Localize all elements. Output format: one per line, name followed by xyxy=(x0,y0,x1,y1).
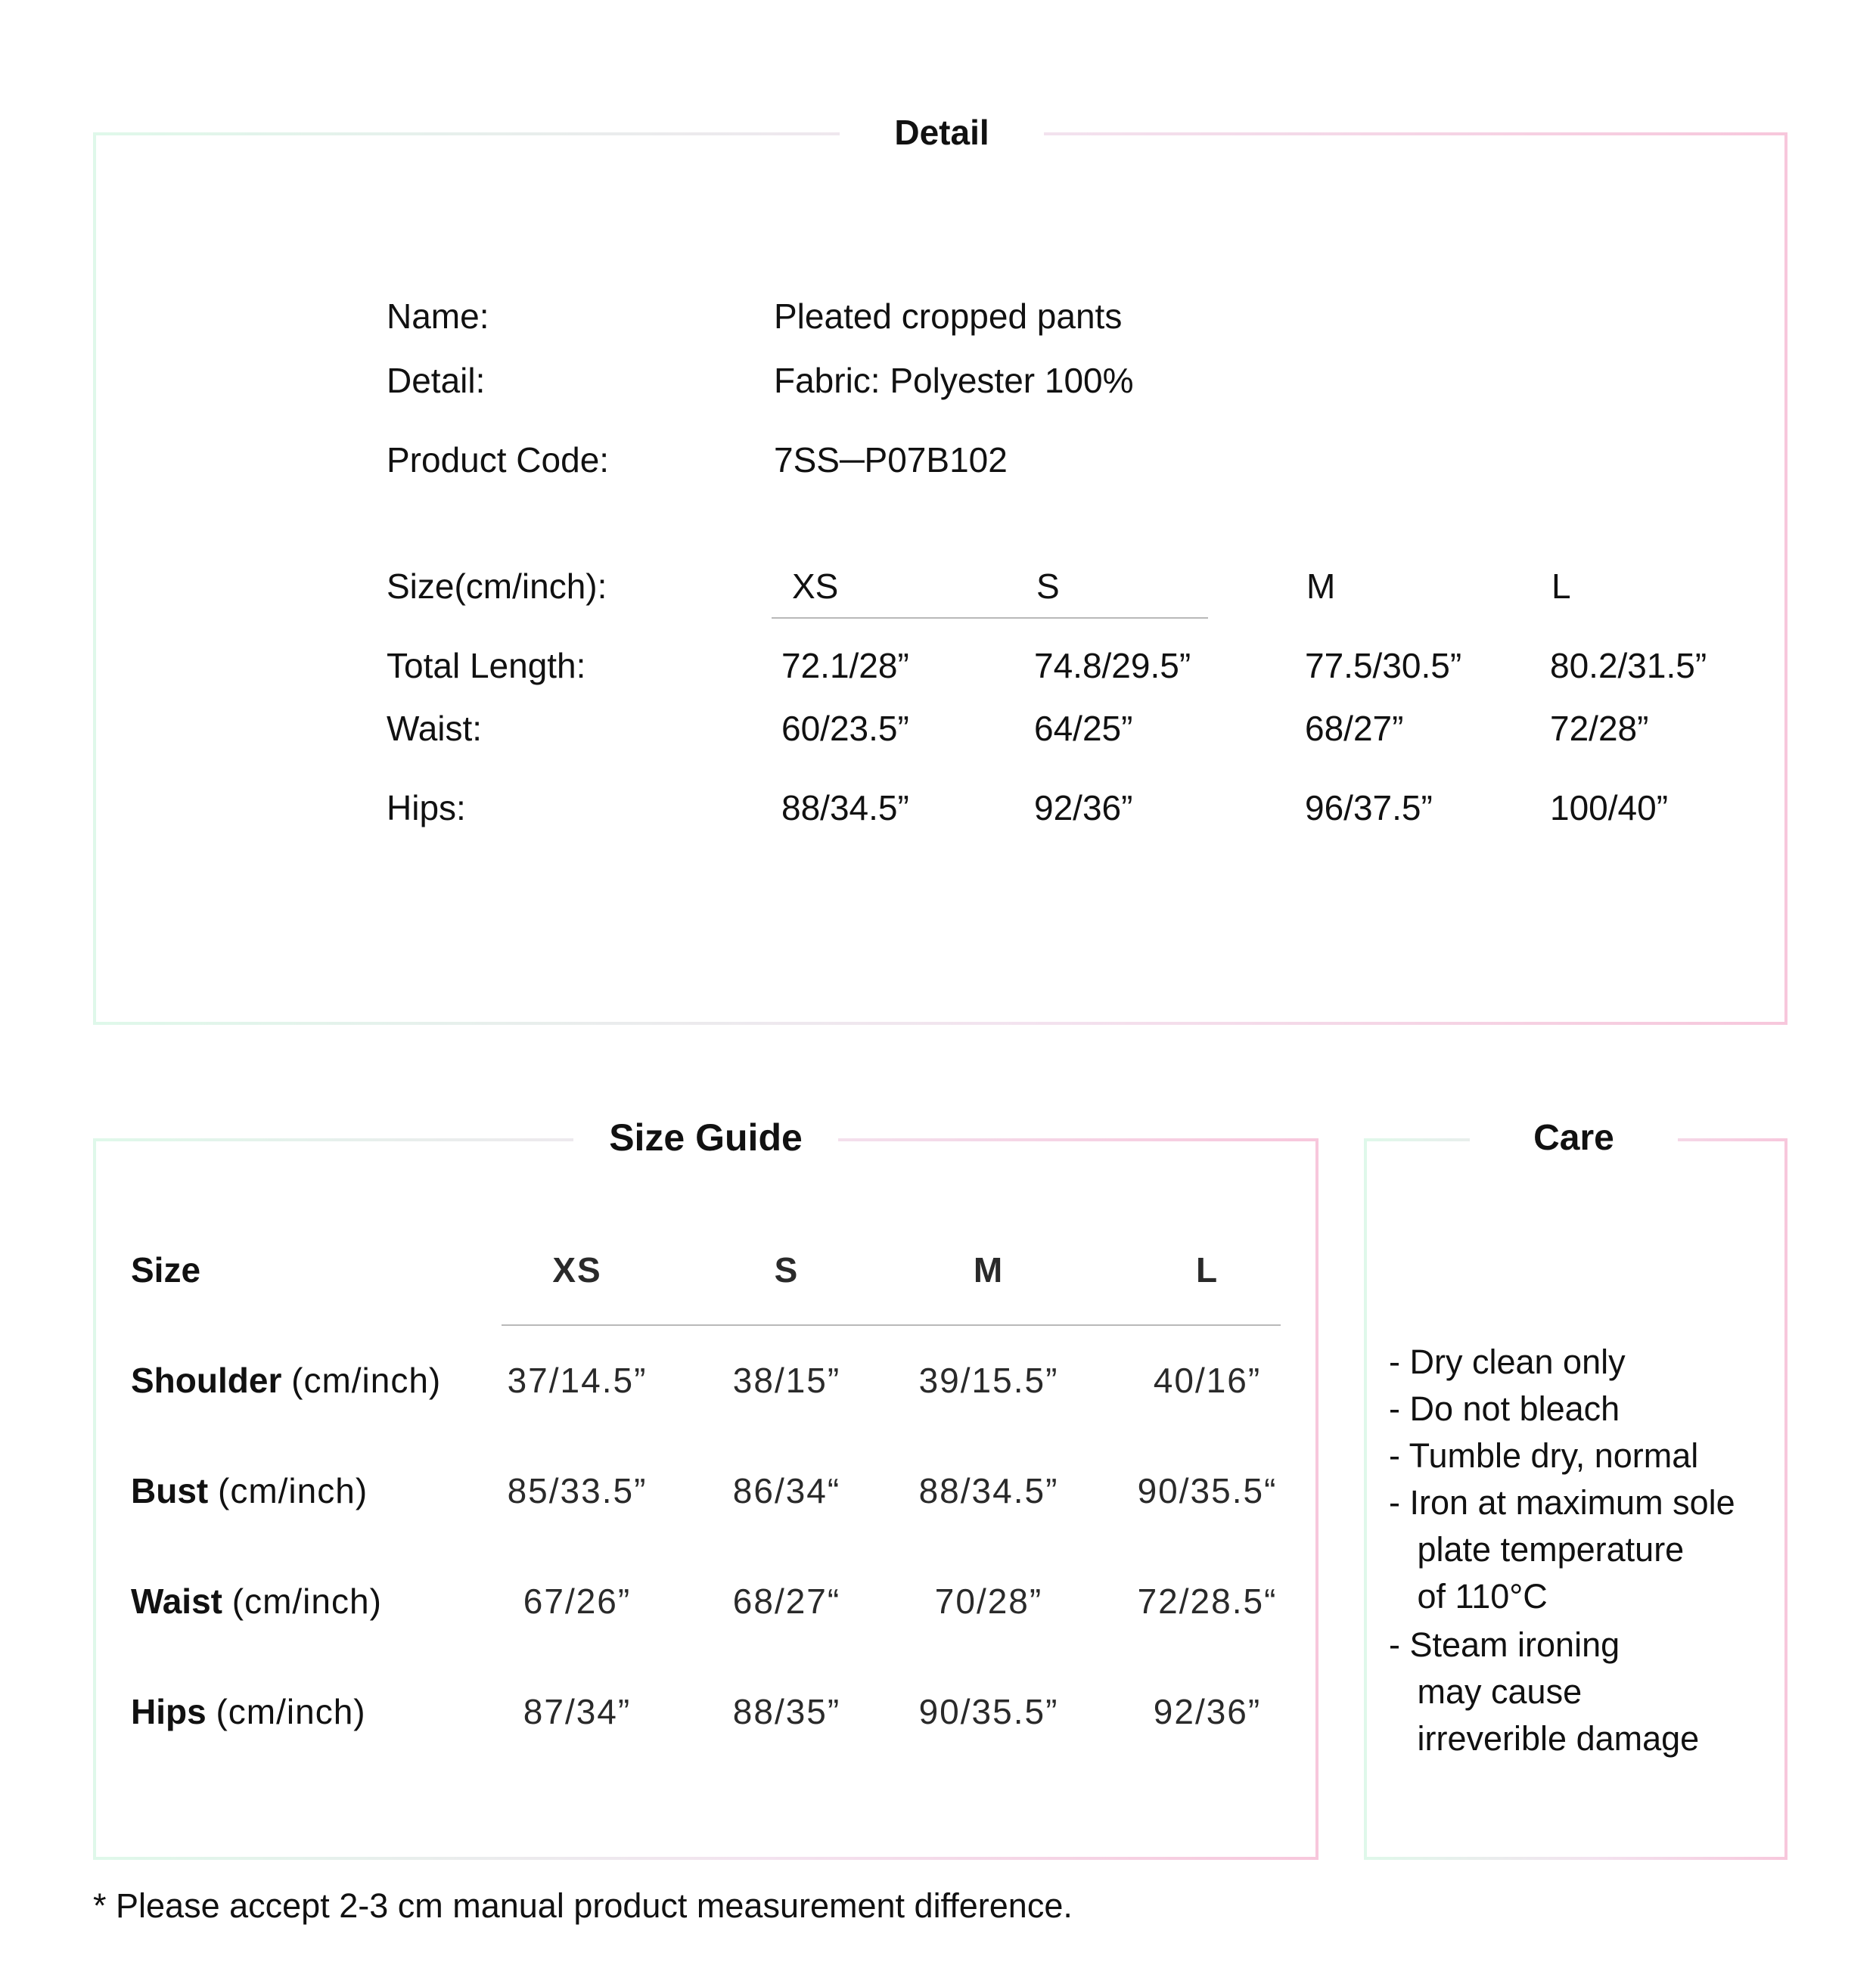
detail-label: Detail: xyxy=(387,361,486,400)
detail-panel xyxy=(93,113,1787,1025)
size-guide-header-xs: XS xyxy=(552,1250,602,1290)
care-line-9: irreverible damage xyxy=(1389,1719,1700,1758)
detail-title: Detail xyxy=(840,108,1044,157)
bust-m: 88/34.5” xyxy=(918,1471,1059,1510)
measurement-note: * Please accept 2-3 cm manual product measurement difference. xyxy=(93,1886,1073,1925)
bust-xs: 85/33.5” xyxy=(507,1471,648,1510)
sg-waist-m: 70/28” xyxy=(934,1582,1043,1621)
hips-label: Hips: xyxy=(387,788,466,827)
care-line-2: - Do not bleach xyxy=(1389,1389,1620,1428)
size-guide-header-l: L xyxy=(1195,1250,1219,1290)
sg-hips-m: 90/35.5” xyxy=(918,1692,1059,1731)
hips-row-label xyxy=(131,1690,366,1733)
shoulder-row-label xyxy=(131,1359,441,1402)
size-header-divider xyxy=(772,617,1208,619)
size-header-l: L xyxy=(1551,567,1571,606)
sg-waist-xs: 67/26” xyxy=(523,1582,632,1621)
sg-hips-xs: 87/34” xyxy=(523,1692,632,1731)
waist-s: 64/25” xyxy=(1034,709,1133,748)
care-line-3: - Tumble dry, normal xyxy=(1389,1436,1699,1475)
hips-m: 96/37.5” xyxy=(1305,788,1433,827)
care-line-6: of 110°C xyxy=(1389,1577,1548,1616)
size-guide-header-label: Size xyxy=(131,1250,201,1290)
detail-border xyxy=(93,132,1787,1025)
name-value: Pleated cropped pants xyxy=(774,296,1123,336)
shoulder-m: 39/15.5” xyxy=(918,1361,1059,1400)
total-length-label: Total Length: xyxy=(387,646,586,685)
size-header-s: S xyxy=(1036,567,1060,606)
size-guide-title: Size Guide xyxy=(573,1111,838,1164)
total-length-xs: 72.1/28” xyxy=(781,646,909,685)
total-length-s: 74.8/29.5” xyxy=(1034,646,1191,685)
size-header-m: M xyxy=(1306,567,1336,606)
shoulder-name: Shoulder xyxy=(131,1361,282,1400)
care-panel xyxy=(1364,1118,1787,1860)
total-length-l: 80.2/31.5” xyxy=(1550,646,1707,685)
size-guide-header-m: M xyxy=(973,1250,1005,1290)
sg-waist-l: 72/28.5“ xyxy=(1137,1582,1278,1621)
sg-hips-unit: (cm/inch) xyxy=(216,1692,366,1731)
hips-l: 100/40” xyxy=(1550,788,1669,827)
waist-m: 68/27” xyxy=(1305,709,1404,748)
bust-s: 86/34“ xyxy=(732,1471,841,1510)
sg-hips-s: 88/35” xyxy=(732,1692,841,1731)
waist-row-label xyxy=(131,1580,382,1622)
detail-value: Fabric: Polyester 100% xyxy=(774,361,1134,400)
product-code-label: Product Code: xyxy=(387,440,610,480)
hips-xs: 88/34.5” xyxy=(781,788,909,827)
sg-waist-s: 68/27“ xyxy=(732,1582,841,1621)
sg-hips-name: Hips xyxy=(131,1692,207,1731)
care-line-4: - Iron at maximum sole xyxy=(1389,1483,1735,1522)
bust-name: Bust xyxy=(131,1471,209,1510)
care-title: Care xyxy=(1470,1113,1678,1164)
care-line-7: - Steam ironing xyxy=(1389,1625,1620,1664)
waist-label: Waist: xyxy=(387,709,483,748)
bust-unit: (cm/inch) xyxy=(218,1471,368,1510)
care-line-5: plate temperature xyxy=(1389,1530,1685,1569)
shoulder-unit: (cm/inch) xyxy=(291,1361,442,1400)
shoulder-s: 38/15” xyxy=(732,1361,841,1400)
care-line-8: may cause xyxy=(1389,1672,1582,1711)
care-line-1: - Dry clean only xyxy=(1389,1343,1626,1381)
sg-waist-name: Waist xyxy=(131,1582,222,1621)
size-guide-header-s: S xyxy=(774,1250,800,1290)
waist-l: 72/28” xyxy=(1550,709,1649,748)
total-length-m: 77.5/30.5” xyxy=(1305,646,1462,685)
size-guide-header-divider xyxy=(502,1324,1281,1326)
waist-xs: 60/23.5” xyxy=(781,709,909,748)
shoulder-l: 40/16” xyxy=(1153,1361,1262,1400)
sg-hips-l: 92/36” xyxy=(1153,1692,1262,1731)
bust-l: 90/35.5“ xyxy=(1137,1471,1278,1510)
size-guide-panel xyxy=(93,1116,1318,1860)
shoulder-xs: 37/14.5” xyxy=(507,1361,648,1400)
name-label: Name: xyxy=(387,296,489,336)
size-header-xs: XS xyxy=(792,567,839,606)
size-label: Size(cm/inch): xyxy=(387,567,607,606)
hips-s: 92/36” xyxy=(1034,788,1133,827)
sg-waist-unit: (cm/inch) xyxy=(231,1582,382,1621)
product-code-value: 7SS─P07B102 xyxy=(774,440,1008,480)
bust-row-label xyxy=(131,1470,368,1512)
